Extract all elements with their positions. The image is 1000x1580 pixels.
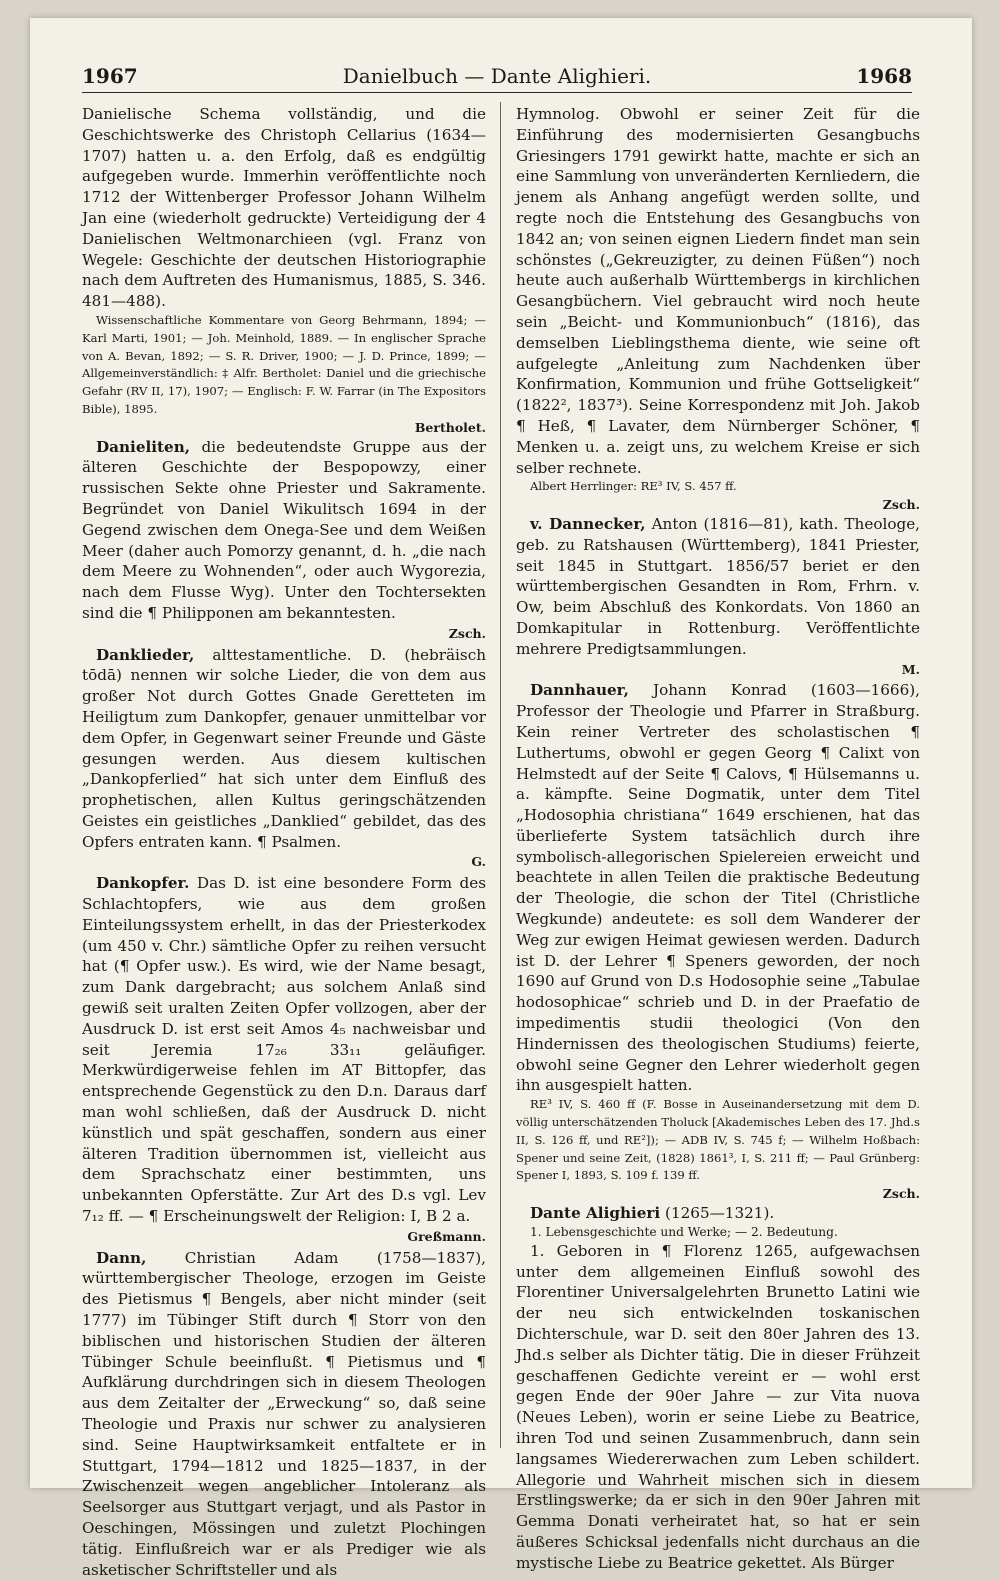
bibliography — [516, 478, 920, 514]
left-column — [82, 104, 486, 1580]
entry-danieliten — [82, 437, 486, 645]
entry-text: alttestamentliche. D. (hebräisch tōdā) nennen wir solche Lieder, die von dem aus großer Not durch Gottes Gnade Geretteten im Heiligtum zum Dankopfer, genauer unmittelbar vor dem Opfer, in Gegenwart seiner Freunde und Gäste gesungen werden. Aus diesem kultischen „Dankopferlied“ hat sich unter dem Einfluß des prophetischen, allen Kultus geringschätzenden Geistes ein geistliches „Danklied“ gebildet, das des Opfers entraten kann. ¶ Psalmen. — [82, 645, 486, 851]
entry-dann — [82, 1248, 486, 1580]
entry-dannhauer — [516, 680, 920, 1096]
headword: v. Dannecker, — [530, 514, 646, 533]
author-signature: Greßmann. — [407, 1228, 486, 1244]
column-divider — [500, 102, 501, 1448]
headword: Danieliten, — [96, 437, 191, 456]
entry-dante — [516, 1203, 920, 1224]
right-column — [516, 104, 920, 1574]
author-signature: G. — [471, 854, 486, 870]
entry-dannecker — [516, 514, 920, 680]
author-signature: Bertholet. — [414, 419, 486, 435]
book-page — [30, 18, 972, 1579]
entry-dankopfer — [82, 873, 486, 1247]
section-contents: 1. Lebensgeschichte und Werke; — 2. Bedeutung. — [530, 1224, 838, 1239]
headword: Danklieder, — [96, 645, 195, 664]
entry-danklieder — [82, 645, 486, 874]
bibliography-text: Wissenschaftliche Kommentare von Georg Behrmann, 1894; — Karl Marti, 1901; — Joh. Meinhold, 1889. — In englischer Sprache von A. Bevan, 1892; — S. R. Driver, 1900; — J. D. Prince, 1899; — Allgemeinverständlich: ‡ Alfr. Bertholet: Daniel und die griechische Gefahr (RV II, 17), 1907; — Englisch: F. W. Farrar (in The Expositors Bible), 1895. — [82, 312, 486, 416]
bibliography — [82, 312, 486, 437]
entry-text: Johann Konrad (1603—1666), Professor der Theologie und Pfarrer in Straßburg. Kein reiner Vertreter des scholastischen ¶ Luthertums, obwohl er gegen Georg ¶ Calixt von Helmstedt auf der Seite ¶ Calovs, ¶ Hülsemanns u. a. kämpfte. Seine Dogmatik, unter dem Titel „Hodosophia christiana“ 1649 erschienen, hat das überlieferte System tatsächlich durch ihre symbolisch-allegorischen Spielereien erweicht und beachtete in allen Teilen die praktische Bedeutung der Theologie, die schon der Titel (Christliche Wegkunde) andeutete: es soll dem Wanderer der Weg zur ewigen Heimat gewiesen werden. Dadurch ist D. der Lehrer ¶ Speners geworden, der noch 1690 auf Grund von D.s Hodosophie seine „Tabulae hodosophicae“ schrieb und D. in der Praefatio de impedimentis studii theologici (Von den Hindernissen des theologischen Studiums) feierte, obwohl seine Gegner den Lehrer wiederholt gegen ihn ausgespielt hatten. — [516, 681, 920, 1095]
page-number-right: 1968 — [856, 64, 912, 88]
entry-text: Anton (1816—81), kath. Theologe, geb. zu Ratshausen (Württemberg), 1841 Priester, seit 1845 in Stuttgart. 1856/57 beriet er den württembergischen Gesandten in Rom, Frhrn. v. Ow, beim Abschluß des Konkordats. Von 1860 an Domkapitular in Rottenburg. Veröffentlichte mehrere Predigtsammlungen. — [516, 514, 921, 658]
continuation-text: Hymnolog. Obwohl er seiner Zeit für die Einführung des modernisierten Gesangbuchs Griesingers 1791 gewirkt hatte, machte er sich an eine Sammlung von unveränderten Kernliedern, die jenem als Anhang angefügt werden sollte, und regte noch die Entstehung des Gesangbuchs von 1842 an; von seinen eignen Liedern findet man sein schönstes („Gekreuzigter, zu deinen Füßen“) noch heute auch außerhalb Württembergs in kirchlichen Gesangbüchern. Viel gebraucht wird noch heute sein „Beicht- und Kommunionbuch“ (1816), das demselben Lieblingsthema diente, wie seine oft aufgelegte „Anleitung zum Nachdenken über Konfirmation, Kommunion und frühe Gottseligkeit“ (1822², 1837³). Seine Korrespondenz mit Joh. Jakob ¶ Heß, ¶ Lavater, dem Nürnberger Schöner, ¶ Menken u. a. zeigt uns, zu welchem Kreise er sich selber rechnete. — [516, 105, 920, 477]
page-header — [82, 48, 912, 93]
author-signature: Zsch. — [448, 625, 486, 641]
headword: Dankopfer. — [96, 874, 190, 893]
bibliography-text: Albert Herrlinger: RE³ IV, S. 457 ff. — [530, 479, 737, 494]
entry-text: (1265—1321). — [665, 1204, 775, 1223]
continuation-text: Danielische Schema vollständig, und die Geschichtswerke des Christoph Cellarius (1634—1707) hatten u. a. den Erfolg, daß es endgültig aufgegeben wurde. Immerhin veröffentlichte noch 1712 der Wittenberger Professor Johann Wilhelm Jan eine (wiederholt gedruckte) Verteidigung der 4 Danielischen Weltmonarchieen (vgl. Franz von Wegele: Geschichte der deutschen Historiographie nach dem Auftreten des Humanismus, 1885, S. 346. 481—488). — [82, 105, 486, 311]
entry-text: Christian Adam (1758—1837), württembergischer Theologe, erzogen im Geiste des Pietismus ¶ Bengels, aber nicht minder (seit 1777) im Tübinger Stift durch ¶ Storr von den biblischen und historischen Studien der älteren Tübinger Schule beeinflußt. ¶ Pietismus und ¶ Aufklärung durchdringen sich in diesem Theologen aus dem Zeitalter der „Erweckung“ so, daß seine Theologie und Praxis nur schwer zu analysieren sind. Seine Hauptwirksamkeit entfaltete er in Stuttgart, 1794—1812 und 1825—1837, in der Zwischenzeit wegen angeblicher Intoleranz als Seelsorger aus Stuttgart verjagt, und als Pastor in Oeschingen, Mössingen und zuletzt Plochingen tätig. Einflußreich war er als Prediger wie als asketischer Schriftsteller und als — [82, 1248, 486, 1579]
author-signature: Zsch. — [882, 1186, 920, 1202]
bibliography-text: RE³ IV, S. 460 ff (F. Bosse in Auseinandersetzung mit dem D. völlig unterschätzenden Tholuck [Akademisches Leben des 17. Jhd.s II, S. 126 ff, und RE²]); — ADB IV, S. 745 f; — Wilhelm Hoßbach: Spener und seine Zeit, (1828) 1861³, I, S. 211 ff; — Paul Grünberg: Spener I, 1893, S. 109 f. 139 ff. — [516, 1097, 920, 1183]
author-signature: M. — [901, 661, 920, 677]
headword: Dann, — [96, 1248, 147, 1267]
running-title: Danielbuch — Dante Alighieri. — [342, 64, 652, 88]
headword: Dante Alighieri — [530, 1204, 661, 1223]
entry-text: Das D. ist eine besondere Form des Schlachtopfers, wie aus dem großen Einteilungssystem erhellt, in das der Priesterkodex (um 450 v. Chr.) sämtliche Opfer zu reihen versucht hat (¶ Opfer usw.). Es wird, wie der Name besagt, zum Dank dargebracht; aus solchem Anlaß sind gewiß seit uralten Zeiten Opfer vollzogen, aber der Ausdruck D. ist erst seit Amos 4₅ nachweisbar und seit Jeremia 17₂₆ 33₁₁ geläufiger. Merkwürdigerweise fehlen im AT Bittopfer, das entsprechende Gegenstück zu den D.n. Daraus darf man wohl schließen, daß der Ausdruck D. nicht künstlich und spät geschaffen, sondern aus einer älteren Tradition übernommen ist, vielleicht aus dem Sprachschatz einer bestimmten, uns unbekannten Opferstätte. Zur Art des D.s vgl. Lev 7₁₂ ff. — ¶ Erscheinungswelt der Religion: I, B 2 a. — [82, 874, 487, 1226]
bibliography — [516, 1096, 920, 1203]
entry-text: die bedeutendste Gruppe aus der älteren Geschichte der Bespopowzy, einer russischen Sekte ohne Priester und Sakramente. Begründet von Daniel Wikulitsch 1694 in der Gegend zwischen dem Onega-See und dem Weißen Meer (daher auch Pomorzy genannt, d. h. „die nach dem Meere zu Wohnenden“, oder auch Wygorezia, nach dem Flusse Wyg). Unter den Tochtersekten sind die ¶ Philipponen am bekanntesten. — [82, 437, 486, 622]
headword: Dannhauer, — [530, 681, 629, 700]
section-text: 1. Geboren in ¶ Florenz 1265, aufgewachsen unter dem allgemeinen Einfluß sowohl des Florentiner Universalgelehrten Brunetto Latini wie der neu sich entwickelnden toskanischen Dichterschule, war D. seit den 80er Jahren des 13. Jhd.s selber als Dichter tätig. Die in dieser Frühzeit geschaffenen Gedichte vereint er — wohl erst gegen Ende der 90er Jahre — zur Vita nuova (Neues Leben), worin er seine Liebe zu Beatrice, ihren Tod und seinen Zusammenbruch, dann sein langsames Wiedererwachen zum Leben schildert. Allegorie und Wahrheit mischen sich in diesem Erstlingswerke; da er sich in den 90er Jahren mit Gemma Donati verheiratet hat, so hat er sein äußeres Schicksal jedenfalls nicht durchaus an die mystische Liebe zu Beatrice gekettet. Als Bürger — [516, 1241, 920, 1572]
author-signature: Zsch. — [882, 497, 920, 513]
page-number-left: 1967 — [82, 64, 138, 88]
